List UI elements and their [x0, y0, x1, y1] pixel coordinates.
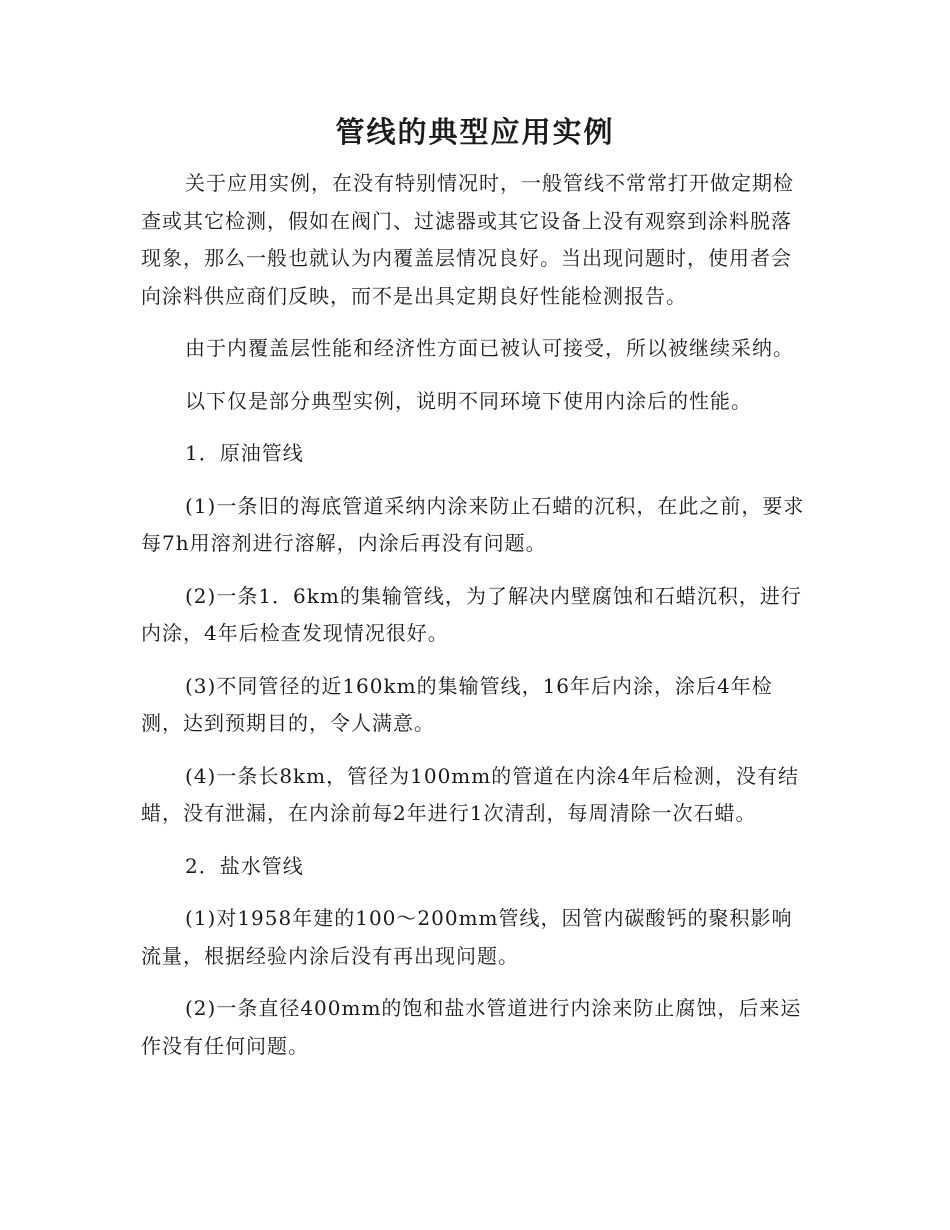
paragraph-crude-oil-item-2: (2)一条1．6km的集输管线，为了解决内壁腐蚀和石蜡沉积，进行内涂，4年后检查发现情况很好。: [141, 583, 802, 645]
paragraph-brine-item-1: (1)对1958年建的100～200mm管线，因管内碳酸钙的聚积影响流量，根据经验内涂后没有再出现问题。: [141, 906, 793, 968]
paragraph-intro-2: 由于内覆盖层性能和经济性方面已被认可接受，所以被继续采纳。: [185, 336, 794, 360]
paragraph-crude-oil-item-1: (1)一条旧的海底管道采纳内涂来防止石蜡的沉积，在此之前，要求每7h用溶剂进行溶解，内涂后再没有问题。: [141, 493, 805, 555]
document-title: 管线的典型应用实例: [335, 115, 615, 149]
document-body: [141, 165, 809, 1080]
paragraph-brine-item-2: (2)一条直径400mm的饱和盐水管道进行内涂来防止腐蚀，后来运作没有任何问题。: [141, 996, 802, 1058]
paragraph-intro-3: 以下仅是部分典型实例，说明不同环境下使用内涂后的性能。: [185, 388, 752, 413]
paragraph-intro-1: 关于应用实例，在没有特别情况时，一般管线不常常打开做定期检查或其它检测，假如在阀门、过滤器或其它设备上没有观察到涂料脱落现象，那么一般也就认为内覆盖层情况良好。当出现问题时，使用者会向涂料供应商们反映，而不是出具定期良好性能检测报告。: [141, 171, 794, 308]
paragraph-crude-oil-item-3: (3)不同管径的近160km的集输管线，16年后内涂，涂后4年检测，达到预期目的，令人满意。: [141, 673, 773, 735]
section-heading-crude-oil: 1．原油管线: [185, 441, 304, 465]
paragraph-crude-oil-item-4: (4)一条长8km，管径为100mm的管道在内涂4年后检测，没有结蜡，没有泄漏，在内涂前每2年进行1次清刮，每周清除一次石蜡。: [141, 763, 799, 825]
section-heading-brine: 2．盐水管线: [185, 853, 304, 878]
